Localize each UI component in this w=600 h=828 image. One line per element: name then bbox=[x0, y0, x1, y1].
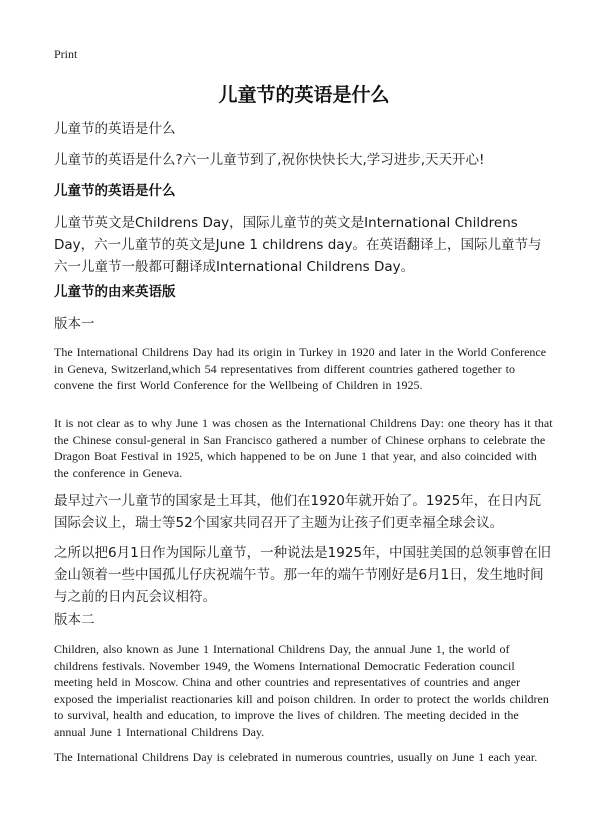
section1-heading: 儿童节的英语是什么 bbox=[54, 183, 176, 199]
version1-english-paragraph-1: The International Childrens Day had its origin in Turkey in 1920 and later in the World Conference in Geneva, Switzerland,which 54 representatives from different countries gathered together to convene the first World Conference for the Wellbeing of Children in 1925. bbox=[54, 345, 547, 392]
section1-paragraph: 儿童节英文是Childrens Day，国际儿童节的英文是International Childrens Day，六一儿童节的英文是June 1 childrens day。在英语翻译上，国际儿童节与六一儿童节一般都可翻译成International Childrens Day。 bbox=[54, 215, 542, 275]
version2-english-paragraph-2: The International Childrens Day is celebrated in numerous countries, usually on June 1 each year. bbox=[54, 750, 538, 764]
version1-english-paragraph-2: It is not clear as to why June 1 was chosen as the International Childrens Day: one theory has it that the Chinese consul-general in San Francisco gathered a number of Chinese orphans to celebrate the Dragon Boat Festival in 1925, which happened to be on June 1 that year, and also coincided with the conference in Geneva. bbox=[54, 416, 553, 480]
version1-label: 版本一 bbox=[54, 316, 95, 332]
version2-english-paragraph-1: Children, also known as June 1 International Childrens Day, the annual June 1, the world of childrens festivals. November 1949, the Womens International Democratic Federation council meeting held in Moscow. China and other countries and representatives of countries and anger exposed the imperialist reactionaries kill and poison children. In order to protect the worlds children to survival, health and education, to improve the lives of children. The meeting decided in the annual June 1 International Childrens Day. bbox=[54, 642, 549, 739]
version1-chinese-paragraph-2: 之所以把6月1日作为国际儿童节，一种说法是1925年，中国驻美国的总领事曾在旧金山领着一些中国孤儿仔庆祝端午节。那一年的端午节刚好是6月1日，发生地时间与之前的日内瓦会议相符。 bbox=[54, 545, 552, 605]
subtitle: 儿童节的英语是什么 bbox=[54, 121, 176, 137]
version1-chinese-paragraph-1: 最早过六一儿童节的国家是土耳其，他们在1920年就开始了。1925年，在日内瓦国际会议上，瑞士等52个国家共同召开了主题为让孩子们更幸福全球会议。 bbox=[54, 493, 542, 531]
version2-label: 版本二 bbox=[54, 612, 95, 628]
print-link[interactable]: Print bbox=[54, 47, 78, 61]
page-title: 儿童节的英语是什么 bbox=[218, 84, 390, 106]
section2-heading: 儿童节的由来英语版 bbox=[54, 284, 176, 300]
intro-paragraph: 儿童节的英语是什么?六一儿童节到了,祝你快快长大,学习进步,天天开心! bbox=[54, 152, 485, 168]
